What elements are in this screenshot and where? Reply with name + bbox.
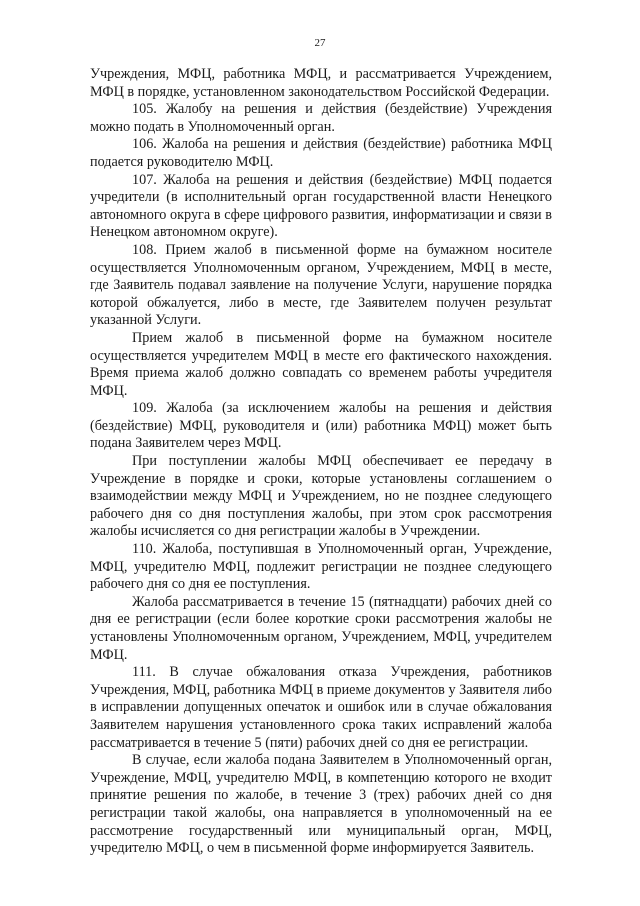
paragraph-109-transfer: При поступлении жалобы МФЦ обеспечивает ее передачу в Учреждение в порядке и сроки, которые установлены соглашением о взаимодействии между МФЦ и Учреждением, но не позднее следующего рабочего дня со дня поступления жалобы, при этом срок рассмотрения жалобы исчисляется со дня регистрации жалобы в Учреждении. [90,453,552,540]
paragraph-105: 105. Жалобу на решения и действия (бездействие) Учреждения можно подать в Уполномоченный орган. [90,101,552,135]
paragraph-110-term: Жалоба рассматривается в течение 15 (пятнадцати) рабочих дней со дня ее регистрации (если более короткие сроки рассмотрения жалобы не установлены Уполномоченным органом, Учреждением, МФЦ, учредителем МФЦ. [90,593,552,663]
paragraph-108: 108. Прием жалоб в письменной форме на бумажном носителе осуществляется Уполномоченным органом, Учреждением, МФЦ в месте, где Заявитель подавал заявление на получение Услуги, нарушение порядка которой обжалуется, либо в месте, где Заявителем получен результат указанной Услуги. [90,241,552,329]
paragraph-106: 106. Жалоба на решения и действия (бездействие) работника МФЦ подается руководителю МФЦ. [90,136,552,170]
paragraph-111-redirect: В случае, если жалоба подана Заявителем в Уполномоченный орган, Учреждение, МФЦ, учредителю МФЦ, в компетенцию которого не входит принятие решения по жалобе, в течение 3 (трех) рабочих дней со дня регистрации такой жалобы, она направляется в уполномоченный на ее рассмотрение государственный или муниципальный орган, МФЦ, учредителю МФЦ, о чем в письменной форме информируется Заявитель. [90,752,552,857]
page-number: 27 [314,37,326,49]
document-body [90,66,552,858]
paragraph-111: 111. В случае обжалования отказа Учреждения, работников Учреждения, МФЦ, работника МФЦ в приеме документов у Заявителя либо в исправлении допущенных опечаток и ошибок или в случае обжалования Заявителем нарушения установленного срока таких исправлений жалоба рассматривается в течение 5 (пяти) рабочих дней со дня ее регистрации. [90,664,552,751]
paragraph-109: 109. Жалоба (за исключением жалобы на решения и действия (бездействие) МФЦ, руководителя и (или) работника МФЦ) может быть подана Заявителем через МФЦ. [90,400,552,452]
paragraph-107: 107. Жалоба на решения и действия (бездействие) МФЦ подается учредители (в исполнительный орган государственной власти Ненецкого автономного округа в сфере цифрового развития, информатизации и связи в Ненецком автономном округе). [90,171,552,241]
paragraph-continuation: Учреждения, МФЦ, работника МФЦ, и рассматривается Учреждением, МФЦ в порядке, установленном законодательством Российской Федерации. [90,66,552,100]
paragraph-110: 110. Жалоба, поступившая в Уполномоченный орган, Учреждение, МФЦ, учредителю МФЦ, подлежит регистрации не позднее следующего рабочего дня со дня ее поступления. [90,541,552,593]
paragraph-108-reception: Прием жалоб в письменной форме на бумажном носителе осуществляется учредителем МФЦ в месте его фактического нахождения. Время приема жалоб должно совпадать со временем работы учредителя МФЦ. [90,329,552,399]
